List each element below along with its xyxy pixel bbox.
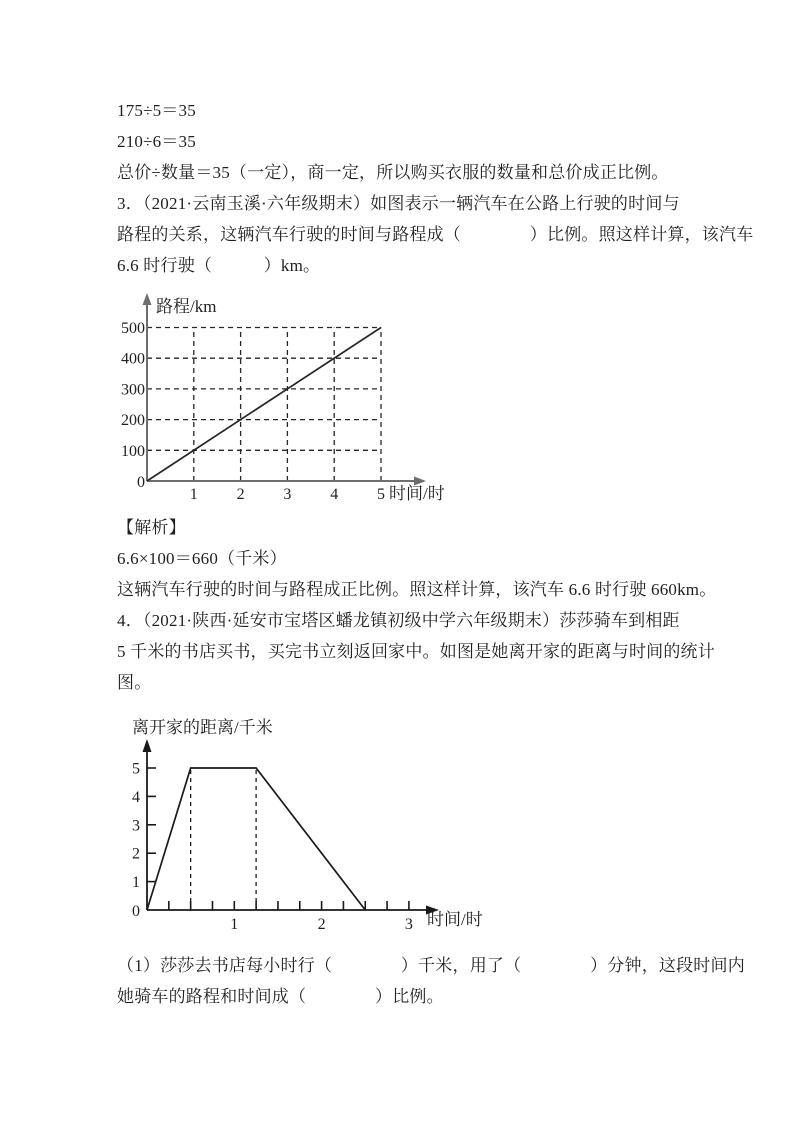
bike-distance-time-chart	[115, 712, 510, 940]
y-tick-label: 400	[121, 350, 145, 368]
y-tick-label: 2	[132, 845, 140, 863]
question4-part1-line: （1）莎莎去书店每小时行（ ）千米，用了（ ）分钟，这段时间内	[117, 956, 745, 975]
answer-conclusion-line: 总价÷数量＝35（一定），商一定，所以购买衣服的数量和总价成正比例。	[117, 163, 669, 182]
x-tick-label: 2	[317, 916, 326, 933]
x-tick-label: 5	[377, 486, 385, 503]
origin-label: 0	[137, 474, 145, 491]
equation-line: 210÷6＝35	[117, 132, 196, 151]
y-tick-label: 5	[132, 760, 140, 778]
question3-line: 6.6 时行驶（ ）km。	[117, 256, 321, 275]
y-tick-label: 3	[132, 817, 140, 835]
y-axis-arrow	[143, 293, 152, 305]
origin-label: 0	[132, 903, 140, 920]
x-axis-label: 时间/时	[389, 484, 445, 503]
y-axis-label: 路程/km	[156, 297, 217, 316]
x-tick-label: 4	[330, 486, 339, 503]
x-tick-label: 1	[189, 486, 198, 503]
analysis-equation-line: 6.6×100＝660（千米）	[117, 549, 287, 568]
x-tick-label: 3	[283, 486, 292, 503]
y-axis-label: 离开家的距离/千米	[132, 718, 273, 737]
y-tick-label: 100	[121, 442, 145, 460]
x-tick-label: 1	[230, 916, 239, 933]
question4-line: 4．（2021·陕西·延安市宝塔区蟠龙镇初级中学六年级期末）莎莎骑车到相距	[117, 611, 680, 630]
y-tick-label: 4	[132, 788, 140, 806]
car-distance-time-chart	[115, 285, 475, 513]
x-tick-label: 2	[236, 486, 245, 503]
x-axis-label: 时间/时	[427, 910, 483, 929]
analysis-conclusion-line: 这辆汽车行驶的时间与路程成正比例。照这样计算，该汽车 6.6 时行驶 660km。	[117, 580, 717, 599]
equation-line: 175÷5＝35	[117, 101, 196, 120]
y-tick-label: 200	[121, 412, 145, 430]
prev-answer-and-question3-block	[117, 95, 754, 281]
question4-line: 图。	[117, 673, 152, 692]
question4-line: 5 千米的书店买书，买完书立刻返回家中。如图是她离开家的距离与时间的统计	[117, 642, 715, 661]
question4-part1-block	[117, 950, 745, 1012]
x-tick-label: 3	[404, 916, 413, 933]
question3-line: 路程的关系，这辆汽车行驶的时间与路程成（ ）比例。照这样计算，该汽车	[117, 225, 754, 244]
y-tick-label: 1	[132, 874, 140, 892]
y-axis-arrow	[143, 739, 152, 752]
analysis-header: 【解析】	[117, 518, 186, 537]
y-tick-label: 300	[121, 381, 145, 399]
analysis3-and-question4-block	[117, 512, 717, 698]
y-tick-label: 500	[121, 320, 145, 337]
data-line	[147, 328, 381, 482]
question3-line: 3．（2021·云南玉溪·六年级期末）如图表示一辆汽车在公路上行驶的时间与	[117, 194, 680, 213]
question4-part1-line: 她骑车的路程和时间成（ ）比例。	[117, 987, 444, 1006]
